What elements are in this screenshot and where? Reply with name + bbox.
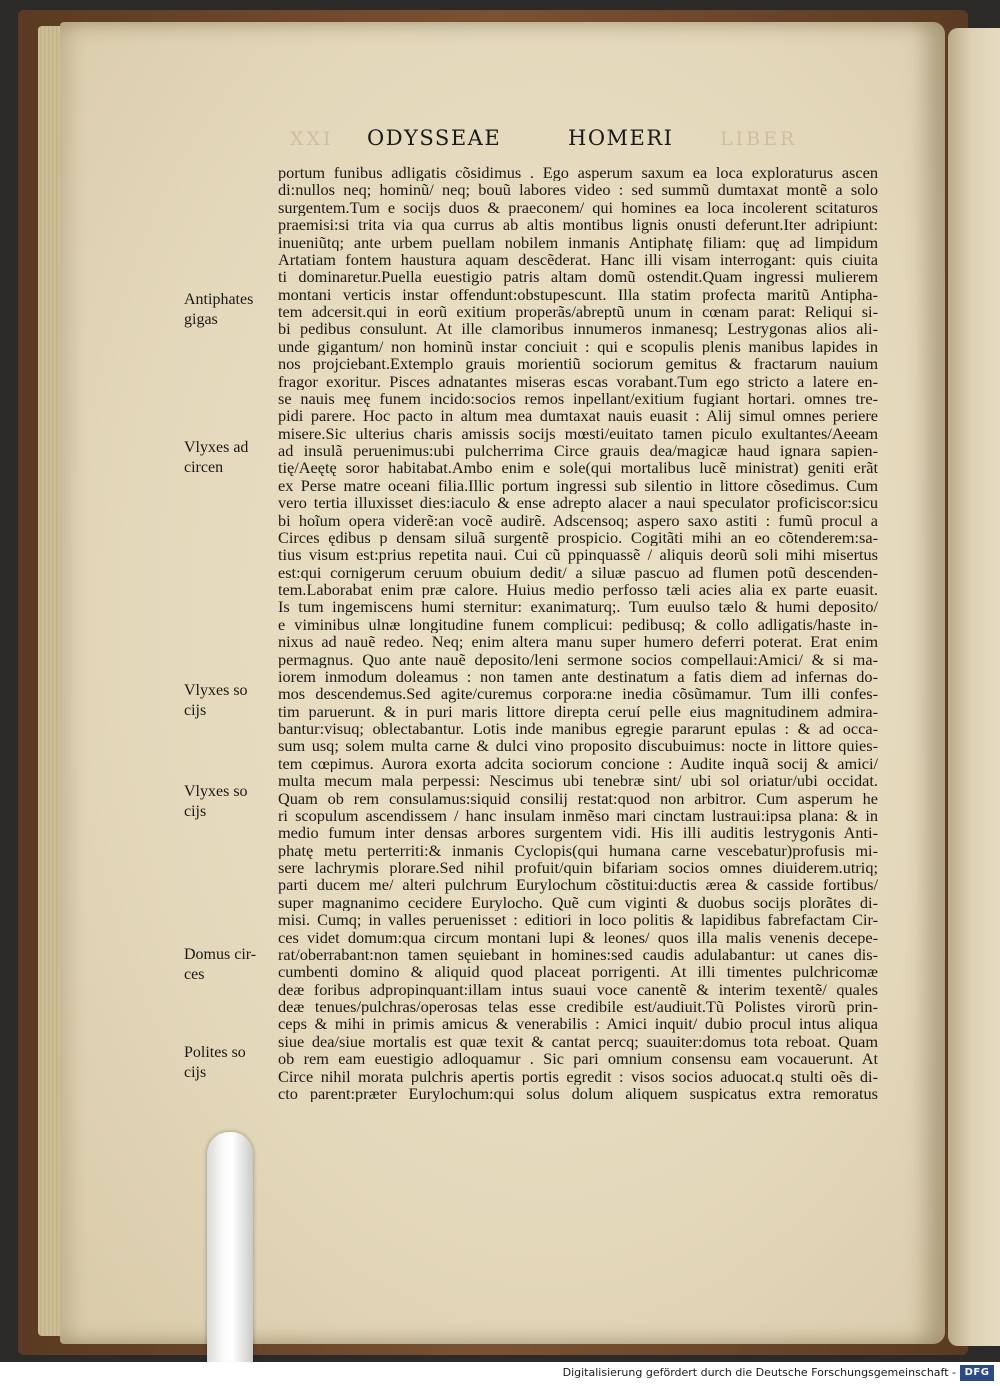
text-line: deæ foribus adpropinquant:illam intus suaui voce canentẽ & interim texentẽ/ quales (278, 980, 878, 998)
text-line: permagnus. Quo ante nauẽ deposito/leni sermone socios compellaui:Amici/ & si ma- (278, 650, 878, 668)
marginal-note-line: circen (184, 459, 224, 476)
text-line: super magnanimo cecidere Eurylocho. Quẽ cum viginti & duobus socijs plorãtes di- (278, 893, 878, 912)
running-header-right: HOMERI (568, 126, 674, 150)
text-line: iorem inmodum doleamus : non tamen ante destinatum a fatis diem ad infernas do- (278, 667, 878, 686)
text-line: pidi parere. Hoc pacto in altum mea dumtaxat nauis euasit : Alij simul omnes periere (278, 407, 878, 425)
text-line: inueniũtq; ante urbem puellam nobilem inmanis Antiphatę filiam: quę ad limpidum (278, 233, 878, 251)
footer-bar (0, 1362, 1000, 1386)
text-line: multa mecum mala perpessi: Nescimus ubi tenebræ sint/ ubi sol oriatur/ubi occidat. (278, 772, 878, 790)
text-line: ob rem eam euestigio adloquamur . Sic pari omnium consensu eam vocauerunt. At (278, 1050, 878, 1068)
text-line: ceps & mihi in primis amicus & venerabilis : Amici inquit/ dubio procul intus aliqua (278, 1015, 878, 1033)
text-line: vero tertia illuxisset dies:iaculo & ense adrepto alacer a naui speculator proficiscor:sicu (278, 494, 878, 512)
text-line: tem cœpimus. Aurora exorta adcita sociorum concione : Audite inquã socij & amici/ (278, 754, 878, 773)
marginal-note-line: cijs (184, 702, 207, 719)
marginal-note (184, 681, 274, 721)
text-line: Quam ob rem consulamus:siquid consilij restat:quod non arbitror. Cum asperum he (278, 789, 878, 807)
text-line: ad insulã peruenimus:ubi pulcherrima Circe grauis dea/magicæ haud ignara sapien- (278, 442, 878, 460)
text-line: misere.Sic ulterius charis amissis socijs mœsti/euitato tamen piculo exultantes/Aeeam (278, 424, 878, 442)
text-line: parti ducem me/ alteri pulchrum Eurylochum cõstitui:ductis ærea & casside fortibus/ (278, 876, 878, 894)
text-line: medio fumum inter densas arbores surgentem vidi. His illi auditis lestrygonis Anti- (278, 824, 878, 842)
facing-page (948, 28, 1000, 1346)
text-line: tem adcersit.qui in eorũ exitium properãs/abreptũ unum in cœnam parat: Reliqui si- (278, 303, 878, 321)
text-line: Artatiam fontem haustura aquam descẽderat. Hanc illi visam interrogant: quis ciuita (278, 250, 878, 269)
text-line: e viminibus ulnæ longitudine funem complicui: pedibusq; & collo adligatis/haste in- (278, 615, 878, 634)
text-line: portum funibus adligatis cõsidimus . Ego asperum saxum ea loca exploraturus ascen (278, 164, 878, 182)
text-line: cumbenti domino & aliquid quod placeat porrigenti. At illi timentes pulchricomæ (278, 963, 878, 981)
bleed-through-right: LIBER (720, 128, 798, 150)
text-line: siue dea/siue mortalis est quæ texit & cantat percq; suauiter:domus tota reboat. Quam (278, 1032, 878, 1051)
marginal-note (184, 438, 274, 478)
marginal-note-line: Domus cir- (184, 946, 257, 963)
marginal-note-line: Vlyxes so (184, 783, 248, 800)
text-line: ces videt domum:qua circum montani lupi & leones/ quos illa malis venenis decepe- (278, 928, 878, 946)
body-text (278, 164, 878, 1102)
text-line: ti dominaretur.Puella euestigio patris altam domũ ostendit.Quam ingressi mulierem (278, 268, 878, 286)
text-line: nixus ad nauẽ redeo. Neq; enim altera manu super humero deferri poterat. Erat enim (278, 633, 878, 651)
marginal-note-line: Antiphates (184, 291, 254, 308)
text-line: unde gigantum/ non hominũ instar conciuit : qui e scopulis plenis manibus lapides in (278, 337, 878, 356)
dfg-logo: DFG (960, 1365, 994, 1381)
text-line: sere lachrymis plorare.Sed nihil profuit/quin bifariam socios omnes diuiderem.utriq; (278, 859, 878, 877)
bookmark-strip (207, 1132, 253, 1362)
text-line: tię/Aeętę soror habitabat.Ambo enim e sole(qui mortalibus lucẽ ministrat) geniti erãt (278, 459, 878, 477)
marginal-note (184, 782, 274, 822)
text-line: montani verticis instar offendunt:obstupescunt. Illa statim profecta maritũ Antipha- (278, 285, 878, 303)
text-line: ex Perse matre oceani filia.Illic portum ingressi sub silentio in littore cõsedimus. Cum (278, 476, 878, 495)
marginal-note-line: cijs (184, 803, 207, 820)
text-line: bi pedibus consulunt. At ille clamoribus innumeros inmanesq; Lestrygonas alios ali- (278, 320, 878, 338)
marginal-note-line: Vlyxes ad (184, 439, 249, 456)
text-line: sum usq; solem multa carne & dulci vino proposito discubuimus: nocte in littore quies- (278, 737, 878, 755)
text-line: tem.Laborabat enim præ calore. Huius medio perfosso tæli acies alia ex parte euasit. (278, 581, 878, 599)
text-line: mos descendemus.Sed agite/curemus corpora:ne inedia cõsũmamur. Tum illi confes- (278, 685, 878, 703)
text-line: Is tum ingemiscens humi sternitur: exanimaturq;. Tum euulso tælo & humi deposito/ (278, 598, 878, 616)
text-line: tim paruerunt. & in puri maris littore direpta ceruí pelle eius magnitudinem admira- (278, 702, 878, 720)
marginal-note (184, 290, 274, 330)
text-line: nos projciebant.Extemplo grauis morientiũ sociorum gemitus & fractarum nauium (278, 355, 878, 373)
marginal-note-line: Vlyxes so (184, 682, 248, 699)
marginal-note-line: ces (184, 966, 205, 983)
text-line: misi. Cumq; in valles peruenisset : editiori in loco politis & lapidibus fabrefactam Cir- (278, 911, 878, 929)
marginal-note-line: gigas (184, 311, 218, 328)
funding-notice: Digitalisierung gefördert durch die Deutsche Forschungsgemeinschaft - (562, 1366, 956, 1379)
text-line: deæ tenues/pulchras/operosas telas esse credibile est/audiuit.Tũ Polistes virorũ prin- (278, 998, 878, 1016)
text-line: surgentem.Tum e socijs duos & praeconem/ qui homines ea loca incolerent scitaturos (278, 198, 878, 217)
text-line: ri scopulum ascendissem / hanc insulam inmẽso mari cinctam lustraui:ipsa plana: & in (278, 806, 878, 825)
text-line: cto parent:prӕter Eurylochum:qui solus dolum aliquem suspicatus extra remoratus (278, 1084, 878, 1103)
marginal-note (184, 1043, 274, 1083)
text-line: bi hoĩum opera viderẽ:an vocẽ audirẽ. Adscensoq; aspero saxo astiti : fumũ procul a (278, 511, 878, 529)
text-line: Circe nihil morata pulchris apertis portis egredit : visos socios aduocat.q stulti oẽs di- (278, 1067, 878, 1085)
text-line: di:nullos neq; hominũ/ neq; bouũ labores video : sed summũ dumtaxat montẽ a solo (278, 181, 878, 199)
running-header-left: ODYSSEAE (367, 126, 502, 150)
marginal-note (184, 945, 274, 985)
text-line: est:qui cornigerum ceruum obuium dedit/ a siluæ pascuo ad flumen potũ descenden- (278, 563, 878, 581)
marginal-note-line: cijs (184, 1064, 207, 1081)
marginal-note-line: Polites so (184, 1044, 246, 1061)
text-line: phatę metu perterriti:& inmanis Cyclopis(qui humana carne vescebatur)profusis mi- (278, 841, 878, 859)
text-line: bantur:visuq; oblectabantur. Lotis inde manibus egregie pararunt epulas : & ad occa- (278, 720, 878, 738)
text-line: rat/oberrabant:non tamen sęuiebant in homines:sed caudis adulabantur: ut canes dis- (278, 945, 878, 964)
text-line: se nauis meę funem incido:socios remos inpellant/exitium fugiant hortari. omnes tre- (278, 389, 878, 408)
text-line: fragor exoritur. Pisces adnatantes miseras escas vorabant.Tum ego stricto a latere en- (278, 372, 878, 390)
bleed-through-left: XXI (290, 128, 334, 150)
text-line: Circes ędibus p densam siluã surgentẽ prospicio. Cogitãti mihi an eo cõtenderem:sa- (278, 528, 878, 547)
text-line: praemisi:si trita via qua currus ab altis montibus lignis onusti deferunt.Iter adripiunt: (278, 216, 878, 234)
text-line: tius visum est:prius repetita naui. Cui cũ ppinquassẽ / aliquis deorũ soli mihi misertus (278, 546, 878, 564)
